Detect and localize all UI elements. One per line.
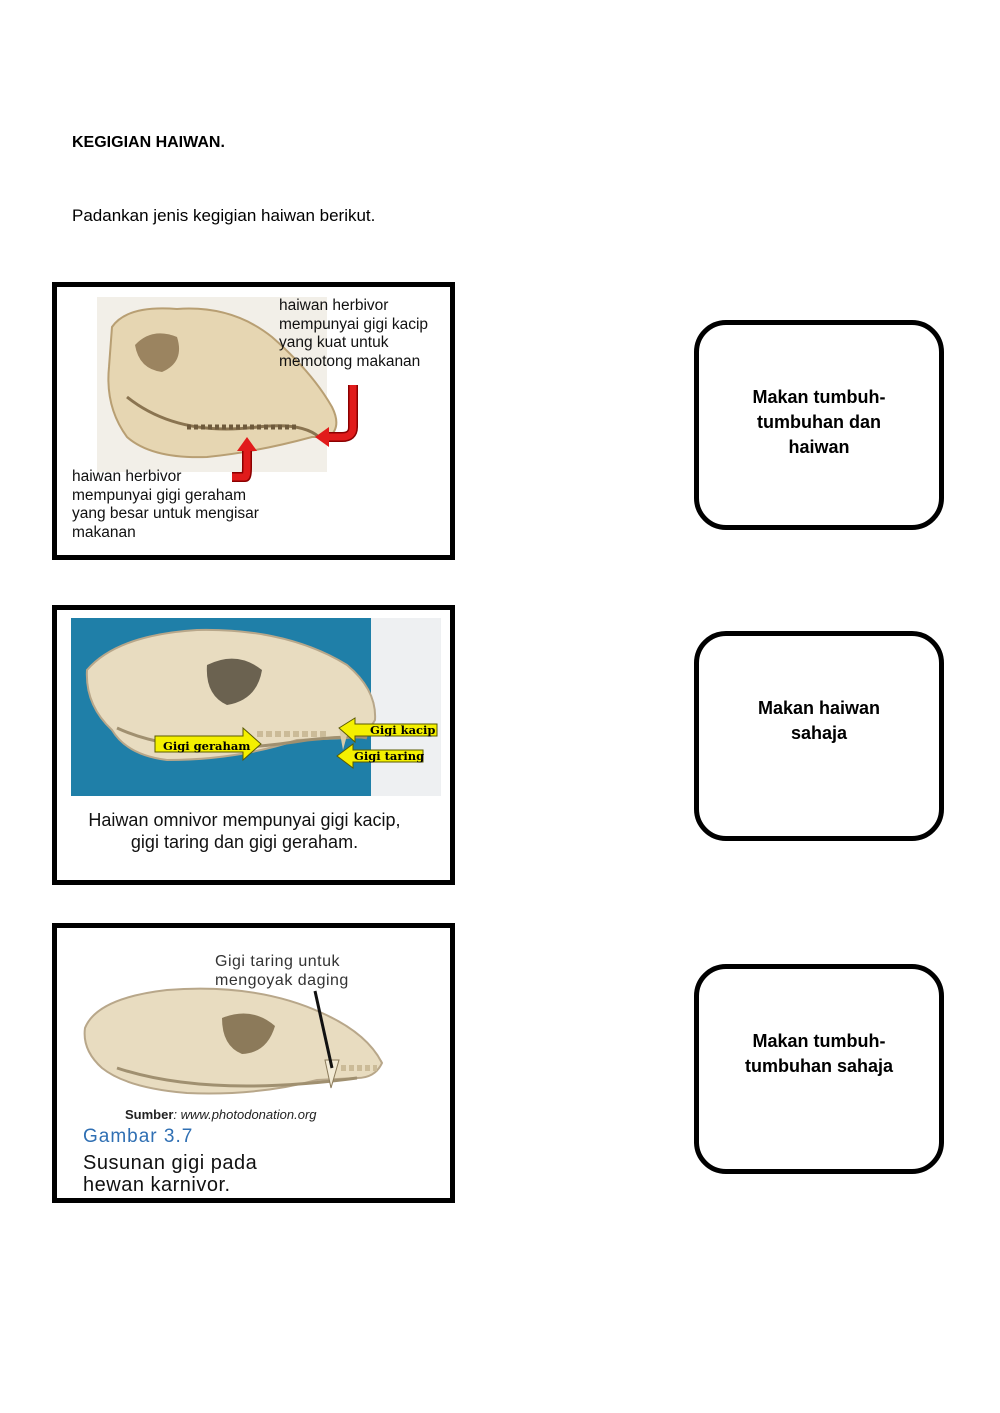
answer-label: Makan haiwan sahaja xyxy=(757,698,881,744)
omnivore-caption: Haiwan omnivor mempunyai gigi kacip, gigi taring dan gigi geraham. xyxy=(88,810,401,852)
herbivore-top-caption: haiwan herbivor mempunyai gigi kacip yang kuat untuk memotong makanan xyxy=(279,297,429,370)
herbivore-bottom-caption: haiwan herbivor mempunyai gigi geraham yang besar untuk mengisar makanan xyxy=(72,468,259,541)
carnivore-card[interactable] xyxy=(52,923,455,1203)
canine-label: Gigi taring xyxy=(354,749,425,763)
molar-label: Gigi geraham xyxy=(163,739,251,753)
instruction-text: Padankan jenis kegigian haiwan berikut. xyxy=(72,206,376,225)
answer-box-herbivore[interactable] xyxy=(694,964,944,1174)
page-title: KEGIGIAN HAIWAN. xyxy=(72,134,225,151)
carnivore-caption: Susunan gigi pada hewan karnivor. xyxy=(83,1152,258,1196)
carnivore-top-caption: Gigi taring untuk mengoyak daging xyxy=(215,953,349,990)
answer-label: Makan tumbuh-tumbuhan sahaja xyxy=(744,1031,894,1077)
answer-label: Makan tumbuh-tumbuhan dan haiwan xyxy=(752,387,886,458)
incisor-label: Gigi kacip xyxy=(370,723,436,737)
omnivore-card[interactable] xyxy=(52,605,455,885)
source-credit: Sumber: www.photodonation.org xyxy=(125,1107,317,1122)
figure-number: Gambar 3.7 xyxy=(83,1126,194,1147)
answer-box-carnivore[interactable] xyxy=(694,631,944,841)
answer-box-omnivore[interactable] xyxy=(694,320,944,530)
herbivore-card[interactable] xyxy=(52,282,455,560)
